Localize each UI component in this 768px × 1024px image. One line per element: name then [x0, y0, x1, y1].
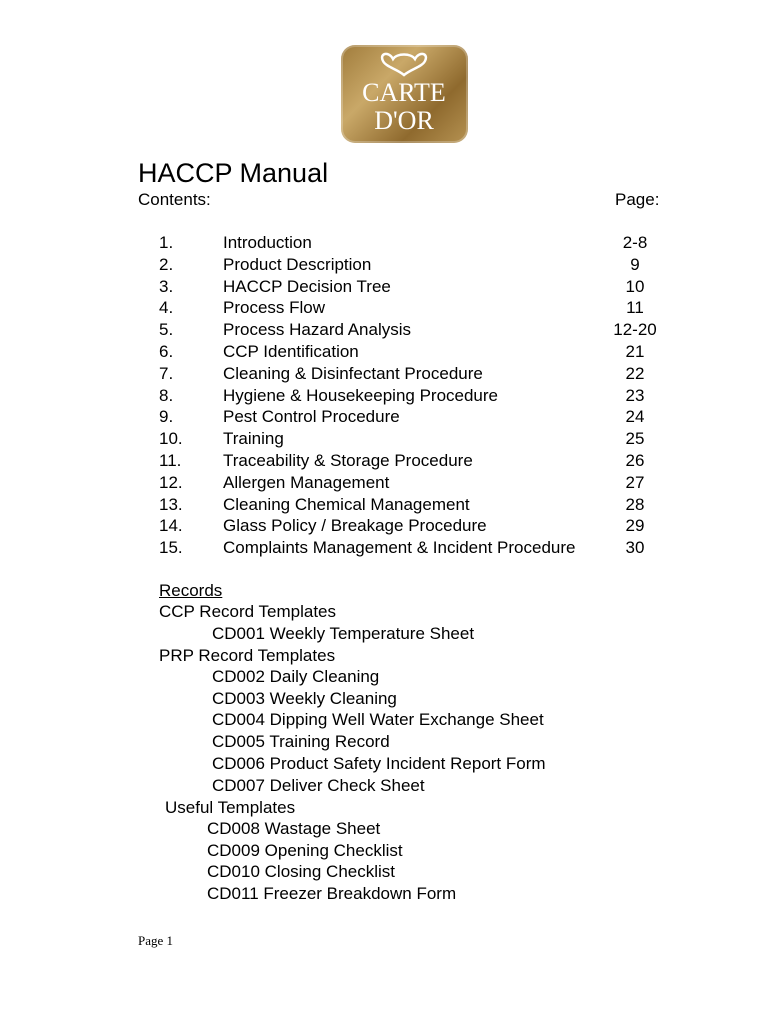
logo-graphic [341, 45, 468, 143]
toc-row [0, 428, 768, 450]
record-template-item: CD005 Training Record [212, 732, 390, 752]
toc-page: 23 [625, 385, 645, 405]
toc-row [0, 450, 768, 472]
toc-page: 9 [630, 254, 640, 274]
toc-page: 28 [625, 494, 645, 514]
contents-label: Contents: [138, 190, 211, 209]
toc-title: Complaints Management & Incident Procedure [223, 538, 576, 558]
toc-row [0, 494, 768, 516]
toc-row [0, 537, 768, 559]
toc-page: 11 [626, 298, 644, 318]
logo-line2: D'OR [374, 106, 434, 135]
toc-page: 29 [625, 516, 645, 536]
toc-title: Training [223, 429, 284, 449]
toc-title: Process Hazard Analysis [223, 320, 412, 340]
heart-icon [382, 54, 426, 75]
toc-title: Allergen Management [223, 472, 390, 492]
toc-row [0, 254, 768, 276]
toc-number: 5. [159, 320, 174, 340]
carte-dor-logo [341, 45, 468, 143]
useful-heading: Useful Templates [165, 798, 296, 817]
logo-line1: CARTE [362, 78, 446, 107]
toc-page: 24 [625, 407, 645, 427]
toc-title: Introduction [223, 233, 312, 252]
toc-title: Traceability & Storage Procedure [223, 451, 473, 470]
toc-number: 3. [159, 276, 174, 296]
toc-page: 21 [625, 342, 645, 361]
record-template-item: CD001 Weekly Temperature Sheet [212, 624, 475, 643]
page-footer: Page 1 [138, 933, 174, 948]
toc-number: 9. [159, 407, 174, 427]
toc-page: 22 [625, 363, 645, 383]
record-template-item: CD010 Closing Checklist [207, 862, 396, 882]
toc-number: 11. [159, 451, 182, 470]
toc-row [0, 515, 768, 537]
toc-row [0, 232, 768, 254]
toc-number: 14. [159, 516, 183, 536]
toc-title: Product Description [223, 254, 372, 274]
page-column-label: Page: [615, 190, 660, 209]
record-template-item: CD006 Product Safety Incident Report Form [212, 753, 546, 773]
toc-number: 8. [159, 385, 174, 405]
toc-number: 12. [159, 472, 183, 492]
toc-title: Process Flow [223, 298, 326, 318]
toc-number: 4. [159, 298, 174, 318]
toc-title: CCP Identification [223, 342, 359, 361]
toc-page: 2-8 [622, 233, 648, 252]
toc-row [0, 276, 768, 298]
ccp-heading: CCP Record Templates [159, 602, 337, 621]
record-template-item: CD008 Wastage Sheet [207, 819, 381, 838]
toc-title: Pest Control Procedure [223, 407, 400, 427]
toc-page: 12-20 [613, 320, 657, 340]
toc-row [0, 406, 768, 428]
toc-page: 26 [625, 451, 645, 470]
toc-title: Cleaning & Disinfectant Procedure [223, 363, 483, 383]
toc-row [0, 363, 768, 385]
toc-title: HACCP Decision Tree [223, 276, 391, 296]
toc-title: Hygiene & Housekeeping Procedure [223, 385, 499, 405]
record-template-item: CD003 Weekly Cleaning [212, 688, 397, 708]
toc-page: 27 [625, 472, 645, 492]
record-template-item: CD007 Deliver Check Sheet [212, 775, 425, 795]
toc-row [0, 472, 768, 494]
record-template-item: CD009 Opening Checklist [207, 840, 403, 860]
record-template-item: CD002 Daily Cleaning [212, 667, 380, 686]
toc-number: 10. [159, 429, 183, 449]
toc-page: 10 [625, 276, 645, 296]
toc-number: 15. [159, 538, 183, 558]
record-template-item: CD004 Dipping Well Water Exchange Sheet [212, 710, 544, 730]
document-title: HACCP Manual [138, 158, 329, 188]
toc-row [0, 319, 768, 341]
prp-heading: PRP Record Templates [159, 646, 336, 665]
toc-row [0, 297, 768, 319]
toc-page: 30 [625, 538, 645, 558]
toc-row [0, 385, 768, 407]
toc-title: Glass Policy / Breakage Procedure [223, 516, 487, 536]
toc-title: Cleaning Chemical Management [223, 494, 470, 514]
toc-row [0, 341, 768, 363]
records-heading: Records [159, 581, 223, 600]
toc-number: 2. [159, 254, 174, 274]
toc-number: 6. [159, 342, 174, 361]
toc-number: 1. [159, 233, 174, 252]
toc-number: 13. [159, 494, 183, 514]
record-template-item: CD011 Freezer Breakdown Form [207, 884, 457, 904]
toc-page: 25 [625, 429, 645, 449]
toc-number: 7. [159, 363, 174, 383]
